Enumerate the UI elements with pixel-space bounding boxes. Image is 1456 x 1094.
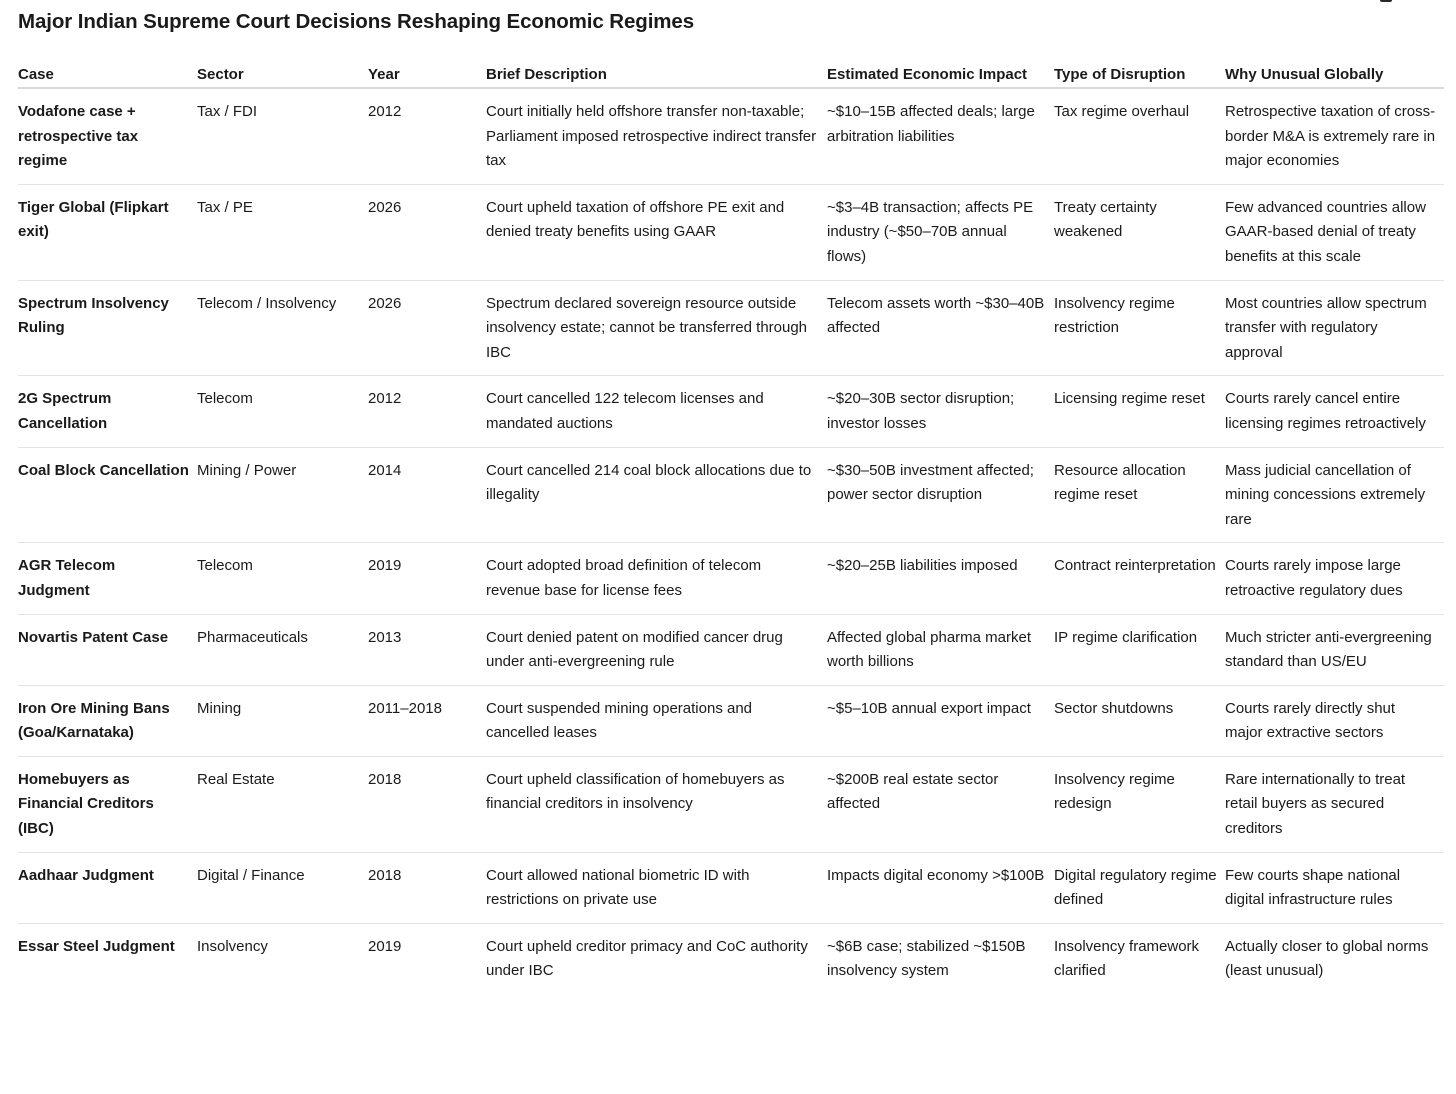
description-cell: Court cancelled 214 coal block allocations due to illegality xyxy=(486,447,827,543)
why-unusual-cell: Most countries allow spectrum transfer with regulatory approval xyxy=(1225,280,1444,376)
table-row xyxy=(18,852,1444,923)
sector-cell: Telecom xyxy=(197,376,368,447)
table-row xyxy=(18,756,1444,852)
corner-icon xyxy=(1380,0,1392,2)
description-cell: Court suspended mining operations and cancelled leases xyxy=(486,685,827,756)
sector-cell: Insolvency xyxy=(197,937,268,955)
case-cell: 2G Spectrum Cancellation xyxy=(18,376,197,447)
year-cell: 2014 xyxy=(368,447,486,543)
sector-cell: Telecom / Insolvency xyxy=(197,280,368,376)
why-unusual-cell: Courts rarely impose large retroactive regulatory dues xyxy=(1225,543,1444,614)
year-cell: 2012 xyxy=(368,376,486,447)
description-cell: Court adopted broad definition of telecom revenue base for license fees xyxy=(486,543,827,614)
impact-cell: Impacts digital economy >$100B xyxy=(827,852,1054,923)
disruption-cell: IP regime clarification xyxy=(1054,614,1225,685)
description-cell: Court allowed national biometric ID with restrictions on private use xyxy=(486,852,827,923)
case-cell: Iron Ore Mining Bans (Goa/Karnataka) xyxy=(18,685,197,756)
column-header-impact: Estimated Economic Impact xyxy=(827,48,1054,88)
year-cell: 2019 xyxy=(368,937,402,955)
case-cell: Essar Steel Judgment xyxy=(18,937,175,955)
year-cell: 2026 xyxy=(368,280,486,376)
why-unusual-cell: Mass judicial cancellation of mining concessions extremely rare xyxy=(1225,447,1444,543)
table-row xyxy=(18,376,1444,447)
sector-cell: Tax / PE xyxy=(197,184,368,280)
case-cell: Homebuyers as Financial Creditors (IBC) xyxy=(18,756,197,852)
decisions-table xyxy=(18,48,1444,994)
year-cell: 2019 xyxy=(368,543,486,614)
page-title: Major Indian Supreme Court Decisions Reshaping Economic Regimes xyxy=(18,10,695,33)
sector-cell: Pharmaceuticals xyxy=(197,614,368,685)
table-row xyxy=(18,447,1444,543)
table-row xyxy=(18,923,1444,994)
why-unusual-cell: Courts rarely directly shut major extractive sectors xyxy=(1225,685,1444,756)
year-cell: 2013 xyxy=(368,614,486,685)
description-cell: Court upheld creditor primacy and CoC authority under IBC xyxy=(486,937,808,980)
disruption-cell: Digital regulatory regime defined xyxy=(1054,852,1225,923)
description-cell: Court cancelled 122 telecom licenses and mandated auctions xyxy=(486,376,827,447)
description-cell: Court upheld taxation of offshore PE exit and denied treaty benefits using GAAR xyxy=(486,184,827,280)
column-header-why-unusual: Why Unusual Globally xyxy=(1225,48,1444,88)
description-cell: Court upheld classification of homebuyers as financial creditors in insolvency xyxy=(486,756,827,852)
disruption-cell: Insolvency regime redesign xyxy=(1054,756,1225,852)
column-header-year: Year xyxy=(368,48,486,88)
disruption-cell: Sector shutdowns xyxy=(1054,685,1225,756)
disruption-cell: Licensing regime reset xyxy=(1054,376,1225,447)
impact-cell: ~$30–50B investment affected; power sector disruption xyxy=(827,447,1054,543)
why-unusual-cell: Courts rarely cancel entire licensing regimes retroactively xyxy=(1225,376,1444,447)
disruption-cell: Insolvency regime restriction xyxy=(1054,280,1225,376)
impact-cell: ~$20–30B sector disruption; investor losses xyxy=(827,376,1054,447)
sector-cell: Telecom xyxy=(197,543,368,614)
impact-cell: ~$10–15B affected deals; large arbitration liabilities xyxy=(827,88,1054,184)
why-unusual-cell: Much stricter anti-evergreening standard than US/EU xyxy=(1225,614,1444,685)
case-cell: Spectrum Insolvency Ruling xyxy=(18,280,197,376)
description-cell: Spectrum declared sovereign resource outside insolvency estate; cannot be transferred through IBC xyxy=(486,280,827,376)
table-row xyxy=(18,88,1444,184)
description-cell: Court initially held offshore transfer non-taxable; Parliament imposed retrospective indirect transfer tax xyxy=(486,88,827,184)
year-cell: 2018 xyxy=(368,756,486,852)
sector-cell: Mining / Power xyxy=(197,447,368,543)
case-cell: Coal Block Cancellation xyxy=(18,447,197,543)
impact-cell: ~$6B case; stabilized ~$150B insolvency system xyxy=(827,937,1026,980)
impact-cell: Telecom assets worth ~$30–40B affected xyxy=(827,280,1054,376)
case-cell: Aadhaar Judgment xyxy=(18,852,197,923)
table-row xyxy=(18,685,1444,756)
year-cell: 2018 xyxy=(368,852,486,923)
impact-cell: ~$3–4B transaction; affects PE industry (~$50–70B annual flows) xyxy=(827,184,1054,280)
case-cell: Vodafone case + retrospective tax regime xyxy=(18,88,197,184)
table-row xyxy=(18,543,1444,614)
impact-cell: ~$20–25B liabilities imposed xyxy=(827,543,1054,614)
table-body xyxy=(18,88,1444,994)
description-cell: Court denied patent on modified cancer drug under anti-evergreening rule xyxy=(486,614,827,685)
column-header-description: Brief Description xyxy=(486,48,827,88)
table-row xyxy=(18,280,1444,376)
year-cell: 2026 xyxy=(368,184,486,280)
year-cell: 2011–2018 xyxy=(368,685,486,756)
why-unusual-cell: Few advanced countries allow GAAR-based denial of treaty benefits at this scale xyxy=(1225,184,1444,280)
disruption-cell: Tax regime overhaul xyxy=(1054,88,1225,184)
why-unusual-cell: Retrospective taxation of cross-border M&A is extremely rare in major economies xyxy=(1225,88,1444,184)
table-row xyxy=(18,614,1444,685)
why-unusual-cell: Few courts shape national digital infrastructure rules xyxy=(1225,852,1444,923)
table-row xyxy=(18,184,1444,280)
disruption-cell: Contract reinterpretation xyxy=(1054,543,1225,614)
disruption-cell: Treaty certainty weakened xyxy=(1054,184,1225,280)
why-unusual-cell: Rare internationally to treat retail buyers as secured creditors xyxy=(1225,756,1444,852)
why-unusual-cell: Actually closer to global norms (least unusual) xyxy=(1225,937,1429,980)
disruption-cell: Resource allocation regime reset xyxy=(1054,447,1225,543)
impact-cell: ~$5–10B annual export impact xyxy=(827,685,1054,756)
table-header xyxy=(18,48,1444,88)
column-header-disruption: Type of Disruption xyxy=(1054,48,1225,88)
sector-cell: Digital / Finance xyxy=(197,852,368,923)
column-header-case: Case xyxy=(18,48,197,88)
impact-cell: Affected global pharma market worth billions xyxy=(827,614,1054,685)
header-row xyxy=(18,48,1444,88)
impact-cell: ~$200B real estate sector affected xyxy=(827,756,1054,852)
column-header-sector: Sector xyxy=(197,48,368,88)
disruption-cell: Insolvency framework clarified xyxy=(1054,937,1200,980)
case-cell: Novartis Patent Case xyxy=(18,614,197,685)
case-cell: AGR Telecom Judgment xyxy=(18,543,197,614)
case-cell: Tiger Global (Flipkart exit) xyxy=(18,184,197,280)
year-cell: 2012 xyxy=(368,88,486,184)
sector-cell: Tax / FDI xyxy=(197,88,368,184)
sector-cell: Mining xyxy=(197,685,368,756)
sector-cell: Real Estate xyxy=(197,756,368,852)
